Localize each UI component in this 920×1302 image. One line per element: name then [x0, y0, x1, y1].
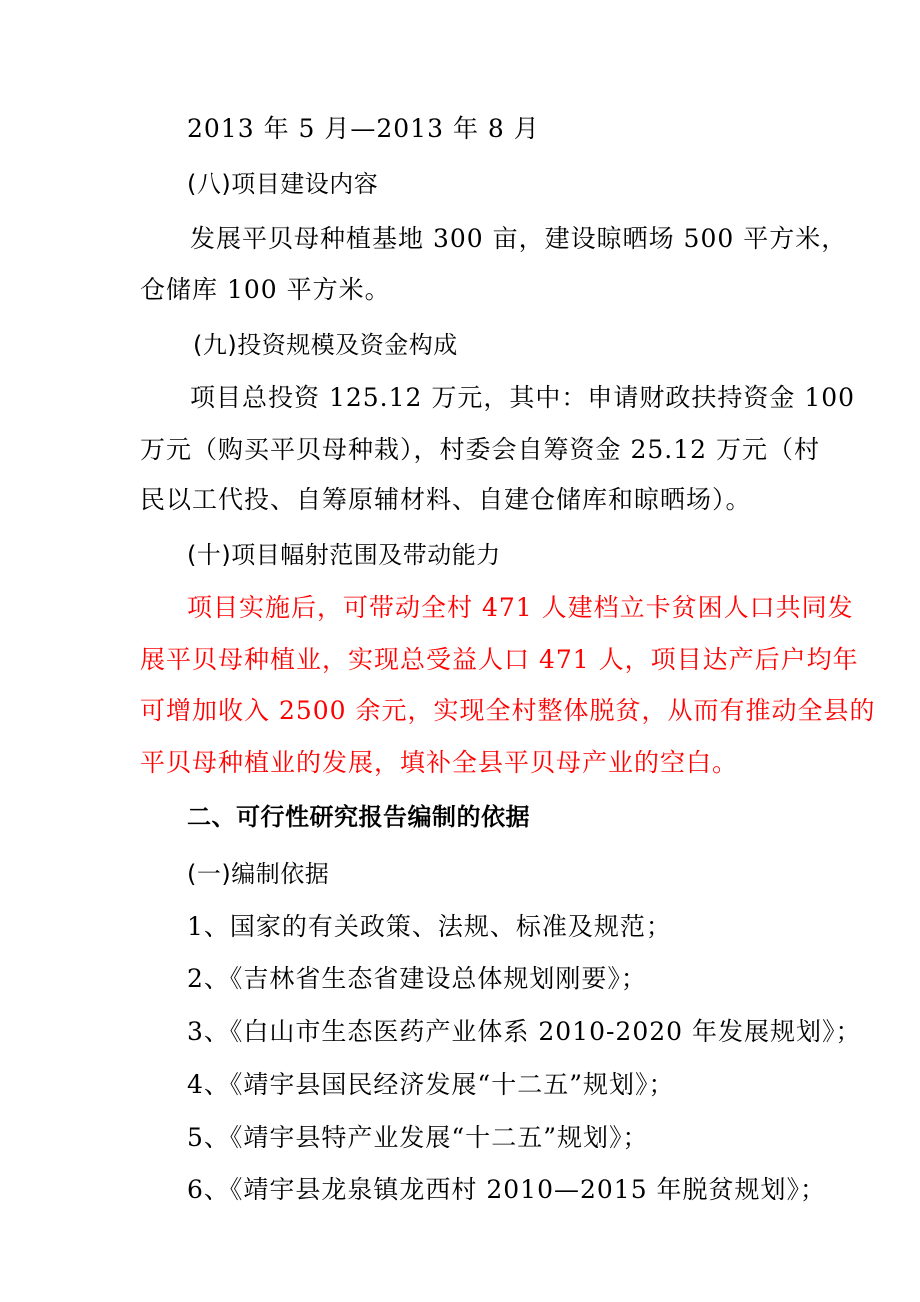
section-10-line-4: 平贝母种植业的发展，填补全县平贝母产业的空白。	[140, 748, 739, 777]
section-10-line-3: 可增加收入 2500 余元，实现全村整体脱贫，从而有推动全县的	[140, 696, 876, 725]
basis-item-1: 1、国家的有关政策、法规、标准及规范；	[187, 912, 672, 941]
section-10-line-1: 项目实施后，可带动全村 471 人建档立卡贫困人口共同发	[187, 593, 854, 622]
basis-item-2: 2、《吉林省生态省建设总体规划刚要》；	[187, 964, 647, 993]
section-8-line-2: 仓储库 100 平方米。	[140, 275, 391, 304]
basis-item-3: 3、《白山市生态医药产业体系 2010-2020 年发展规划》；	[187, 1017, 862, 1046]
section-9-line-3: 民以工代投、自筹原辅材料、自建仓储库和晾晒场）。	[140, 485, 752, 514]
section-10-heading: (十)项目幅射范围及带动能力	[187, 541, 501, 569]
section-9-heading: (九)投资规模及资金构成	[193, 331, 458, 359]
part-2-heading: 二、可行性研究报告编制的依据	[187, 803, 530, 831]
section-9-line-1: 项目总投资 125.12 万元，其中：申请财政扶持资金 100	[190, 383, 856, 412]
part-2-subheading: (一)编制依据	[187, 860, 330, 888]
section-9-line-2: 万元（购买平贝母种栽），村委会自筹资金 25.12 万元（村	[140, 435, 820, 464]
section-10-line-2: 展平贝母种植业，实现总受益人口 471 人，项目达产后户均年	[140, 645, 859, 674]
basis-item-6: 6、《靖宇县龙泉镇龙西村 2010—2015 年脱贫规划》；	[187, 1175, 827, 1204]
section-8-line-1: 发展平贝母种植基地 300 亩，建设晾晒场 500 平方米，	[190, 224, 848, 253]
schedule-line: 2013 年 5 月—2013 年 8 月	[187, 114, 540, 143]
basis-item-4: 4、《靖宇县国民经济发展“十二五”规划》；	[187, 1070, 675, 1099]
section-8-heading: (八)项目建设内容	[187, 170, 379, 198]
basis-item-5: 5、《靖宇县特产业发展“十二五”规划》；	[187, 1123, 649, 1152]
